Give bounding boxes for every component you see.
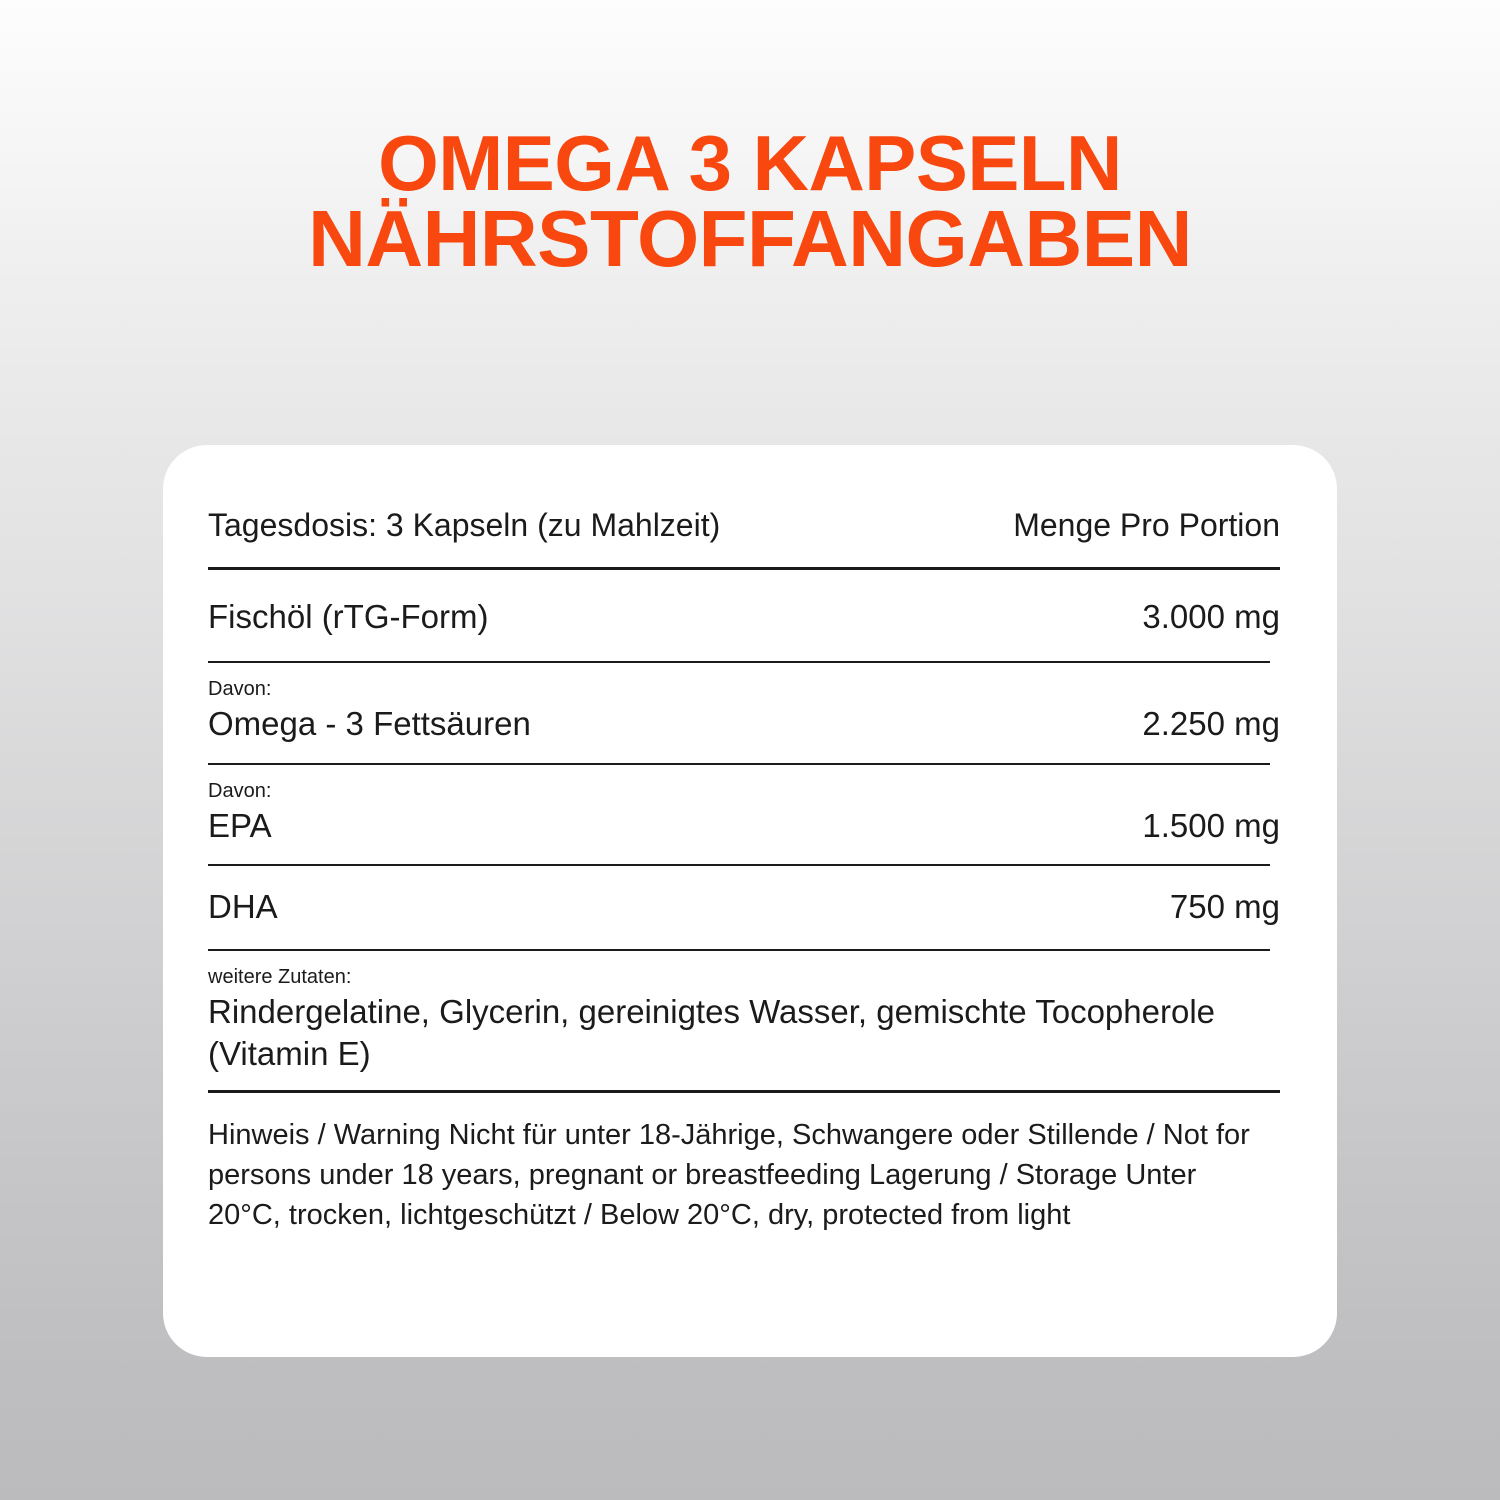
nutrient-amount: 2.250 mg (1142, 705, 1280, 743)
table-row (208, 866, 1280, 949)
table-row (208, 765, 1280, 864)
table-row (208, 570, 1280, 661)
serving-size-cell (208, 505, 720, 545)
nutrient-name-cell (208, 779, 272, 846)
nutrition-facts-table (208, 505, 1280, 1235)
nutrient-name: EPA (208, 806, 272, 844)
other-ingredients-text: Rindergelatine, Glycerin, gereinigtes Wasser, gemischte Tocopherole (Vitamin E) (208, 993, 1216, 1072)
nutrient-name: DHA (208, 887, 278, 925)
nutrition-facts-card (163, 445, 1337, 1357)
nutrient-amount-cell (1142, 596, 1280, 637)
nutrient-amount-cell (1142, 703, 1280, 744)
nutrient-name-cell (208, 886, 278, 927)
page-title (0, 119, 1500, 283)
page-title-line-2: NÄHRSTOFFANGABEN (308, 193, 1192, 283)
nutrient-amount: 750 mg (1169, 887, 1280, 925)
nutrient-amount-cell (1142, 805, 1280, 846)
nutrient-amount: 1.500 mg (1142, 806, 1280, 844)
nutrient-amount-cell (1170, 886, 1280, 927)
nutrient-name: Omega - 3 Fettsäuren (208, 705, 531, 743)
nutrient-qualifier: Davon: (208, 779, 272, 802)
page-title-line-1: OMEGA 3 KAPSELN (378, 119, 1122, 207)
nutrient-qualifier: Davon: (208, 678, 272, 701)
nutrient-name: Fischöl (rTG-Form) (208, 598, 489, 635)
table-header-row (208, 505, 1280, 567)
warning-text: Hinweis / Warning Nicht für unter 18-Jährige, Schwangere oder Stillende / Not for persons under 18 years, pregnant or breastfeeding Lagerung / Storage Unter 20°C, trocken, lichtgeschützt / Below 20°C, dry, protected from light (208, 1119, 1250, 1232)
serving-size-label: Tagesdosis: 3 Kapseln (zu Mahlzeit) (208, 507, 721, 543)
other-ingredients-label: weitere Zutaten: (208, 966, 352, 988)
amount-per-serving-label: Menge Pro Portion (1013, 507, 1280, 543)
other-ingredients-section (208, 951, 1280, 1090)
table-row (208, 663, 1280, 762)
nutrient-name-cell (208, 677, 531, 744)
nutrient-name-cell (208, 596, 488, 637)
nutrient-amount: 3.000 mg (1142, 598, 1280, 635)
amount-per-serving-cell (1013, 505, 1280, 545)
